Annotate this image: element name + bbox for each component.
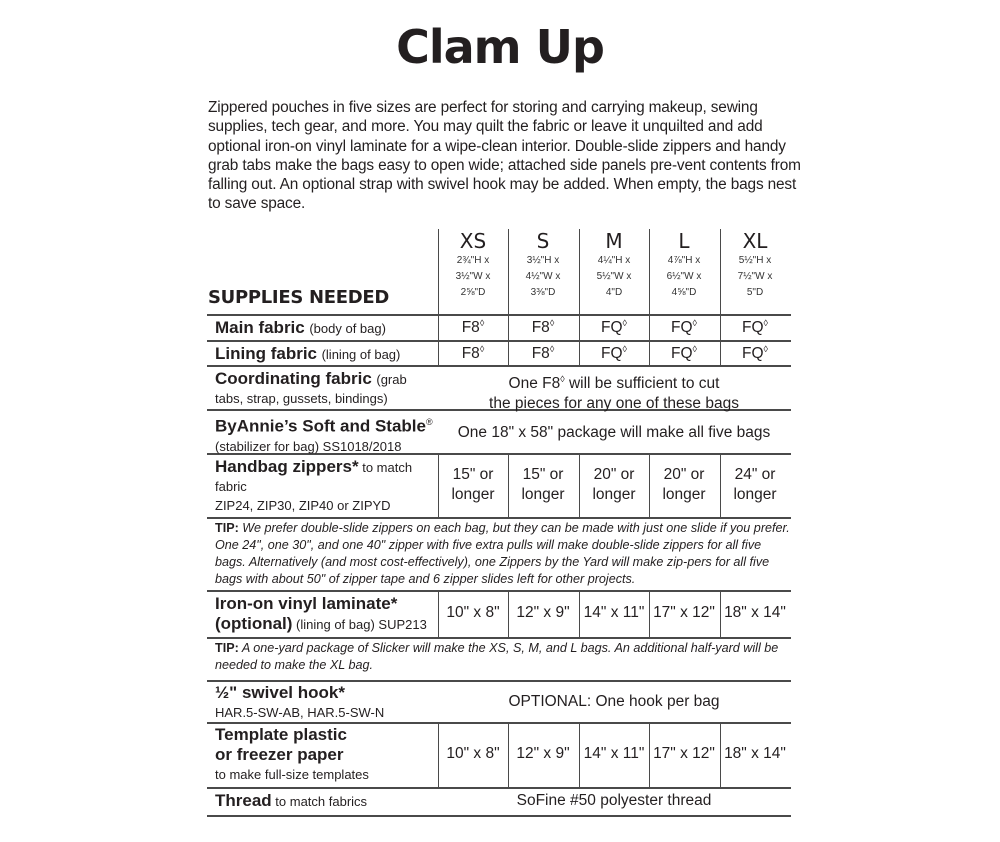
cell-lining-s: F8◊	[531, 344, 555, 363]
supply-name: Iron-on vinyl laminate*	[215, 594, 398, 613]
supply-sku: ZIP24, ZIP30, ZIP40 or ZIPYD	[215, 498, 391, 513]
supply-note: fabric	[215, 479, 247, 494]
size-depth: 4"D	[605, 287, 623, 298]
supply-name: Main fabric	[215, 318, 305, 337]
supply-note: (body of bag)	[309, 321, 386, 336]
supply-note: (grab	[376, 372, 407, 387]
size-height: 5½"H x	[738, 255, 772, 266]
row-label-main-fabric	[215, 318, 386, 338]
cell-main-m: FQ◊	[601, 318, 627, 337]
cell-zipper-l: 20" or longer	[662, 466, 706, 503]
size-label: S	[536, 229, 550, 253]
supply-name: Template plastic	[215, 725, 347, 744]
thread-value: SoFine #50 polyester thread	[516, 792, 712, 809]
cell-lining-xs: F8◊	[461, 344, 485, 363]
size-header-m	[579, 229, 649, 301]
supply-name: Thread	[215, 791, 272, 810]
row-label-template	[215, 725, 369, 784]
row-divider	[207, 365, 791, 367]
supply-note: tabs, strap, gussets, bindings)	[215, 391, 388, 406]
row-label-vinyl	[215, 594, 427, 634]
row-divider	[207, 815, 791, 817]
size-header-xl	[720, 229, 790, 301]
size-width: 4½"W x	[525, 271, 561, 282]
size-depth: 2⅝"D	[460, 287, 486, 298]
size-width: 6½"W x	[666, 271, 702, 282]
cell-vinyl-xl: 18" x 14"	[724, 604, 786, 621]
row-divider	[207, 722, 791, 724]
row-divider	[207, 680, 791, 682]
tip-label: TIP:	[215, 521, 239, 535]
size-depth: 4⅝"D	[671, 287, 697, 298]
cell-main-xs: F8◊	[461, 318, 485, 337]
size-height: 3½"H x	[526, 255, 560, 266]
row-divider	[207, 637, 791, 639]
supply-name: or freezer paper	[215, 745, 344, 764]
row-divider	[207, 590, 791, 592]
cell-zipper-xl: 24" or longer	[733, 466, 777, 503]
intro-paragraph: Zippered pouches in five sizes are perfect for storing and carrying makeup, sewing supplies, tech gear, and more. You may quilt the fabric or leave it unquilted and add optional iron-on vinyl laminate for a wipe-clean interior. Double-slide zippers and handy grab tabs make the bags easy to open wide; attached side panels pre-vent contents from falling out. An optional strap with swivel hook may be added. When empty, the bags nest to save space.	[208, 99, 801, 213]
size-label: M	[605, 229, 623, 253]
size-depth: 3⅜"D	[530, 287, 556, 298]
supplies-heading: SUPPLIES NEEDED	[208, 287, 389, 308]
row-label-stabilizer: ByAnnie’s Soft and Stable® (stabilizer for bag) SS1018/2018	[215, 416, 433, 454]
supply-name: ByAnnie’s Soft and Stable	[215, 416, 426, 436]
supply-note: to make full-size templates	[215, 767, 369, 782]
size-height: 4⅞"H x	[667, 255, 701, 266]
size-label: XS	[459, 229, 487, 253]
cell-lining-l: FQ◊	[671, 344, 697, 363]
supply-note: to match fabrics	[271, 794, 368, 809]
coordinating-fabric-value: One F8◊ will be sufficient to cut the pieces for any one of these bags	[489, 374, 739, 413]
page-title: Clam Up	[396, 20, 604, 74]
cell-template-m: 14" x 11"	[583, 745, 645, 762]
supply-name: Handbag zippers*	[215, 457, 359, 476]
size-width: 7½"W x	[737, 271, 773, 282]
size-label: L	[678, 229, 690, 253]
cell-lining-xl: FQ◊	[742, 344, 768, 363]
size-width: 5½"W x	[596, 271, 632, 282]
size-header-l	[649, 229, 719, 301]
cell-zipper-xs: 15" or longer	[451, 466, 495, 503]
cell-template-s: 12" x 9"	[516, 745, 570, 762]
cell-vinyl-s: 12" x 9"	[516, 604, 570, 621]
supply-name: Lining fabric	[215, 344, 317, 363]
size-label: XL	[742, 229, 768, 253]
cell-main-l: FQ◊	[671, 318, 697, 337]
supply-note: (lining of bag) SUP213	[292, 617, 427, 632]
size-depth: 5"D	[746, 287, 764, 298]
cell-zipper-s: 15" or longer	[521, 466, 565, 503]
supply-name: Coordinating fabric	[215, 369, 372, 388]
supply-note: (stabilizer for bag) SS1018/2018	[215, 438, 402, 454]
row-label-thread	[215, 791, 367, 811]
supply-name-optional: (optional)	[215, 614, 293, 633]
cell-vinyl-l: 17" x 12"	[653, 604, 715, 621]
supply-name: ½" swivel hook*	[215, 683, 345, 702]
supply-note: to match	[358, 460, 413, 475]
tip-label: TIP:	[215, 641, 239, 655]
size-height: 2¾"H x	[456, 255, 490, 266]
row-label-lining-fabric	[215, 344, 400, 364]
cell-template-xs: 10" x 8"	[446, 745, 500, 762]
vinyl-tip	[215, 640, 790, 674]
cell-zipper-m: 20" or longer	[592, 466, 636, 503]
row-label-coordinating-fabric	[215, 369, 407, 408]
cell-template-l: 17" x 12"	[653, 745, 715, 762]
row-divider	[207, 787, 791, 789]
cell-main-xl: FQ◊	[742, 318, 768, 337]
zipper-tip	[215, 520, 790, 588]
size-height: 4¼"H x	[597, 255, 631, 266]
supply-sku: HAR.5-SW-AB, HAR.5-SW-N	[215, 705, 385, 720]
stabilizer-value: One 18" x 58" package will make all five bags	[457, 424, 771, 441]
tip-text: A one-yard package of Slicker will make the XS, S, M, and L bags. An additional half-yard will be needed to make the XL bag.	[215, 641, 779, 672]
supply-note: (lining of bag)	[321, 347, 401, 362]
row-label-swivel-hook	[215, 683, 384, 722]
cell-vinyl-m: 14" x 11"	[583, 604, 645, 621]
cell-lining-m: FQ◊	[601, 344, 627, 363]
row-label-zippers	[215, 457, 412, 515]
size-width: 3½"W x	[455, 271, 491, 282]
cell-vinyl-xs: 10" x 8"	[446, 604, 500, 621]
cell-template-xl: 18" x 14"	[724, 745, 786, 762]
row-divider	[207, 340, 791, 342]
swivel-hook-value: OPTIONAL: One hook per bag	[508, 693, 720, 710]
row-divider	[207, 314, 791, 316]
size-header-xs	[438, 229, 508, 301]
size-header-s	[508, 229, 578, 301]
tip-text: We prefer double-slide zippers on each bag, but they can be made with just one slide if you prefer. One 24", one 30", and one 40" zipper with five extra pulls will make double-slide zippers for all five bags. Alternatively (and most cost-effectively), one Zippers by the Yard will make zip-pers for all five bags with about 50" of zipper tape and 6 zipper slides left for other projects.	[215, 521, 790, 586]
cell-main-s: F8◊	[531, 318, 555, 337]
row-divider	[207, 517, 791, 519]
